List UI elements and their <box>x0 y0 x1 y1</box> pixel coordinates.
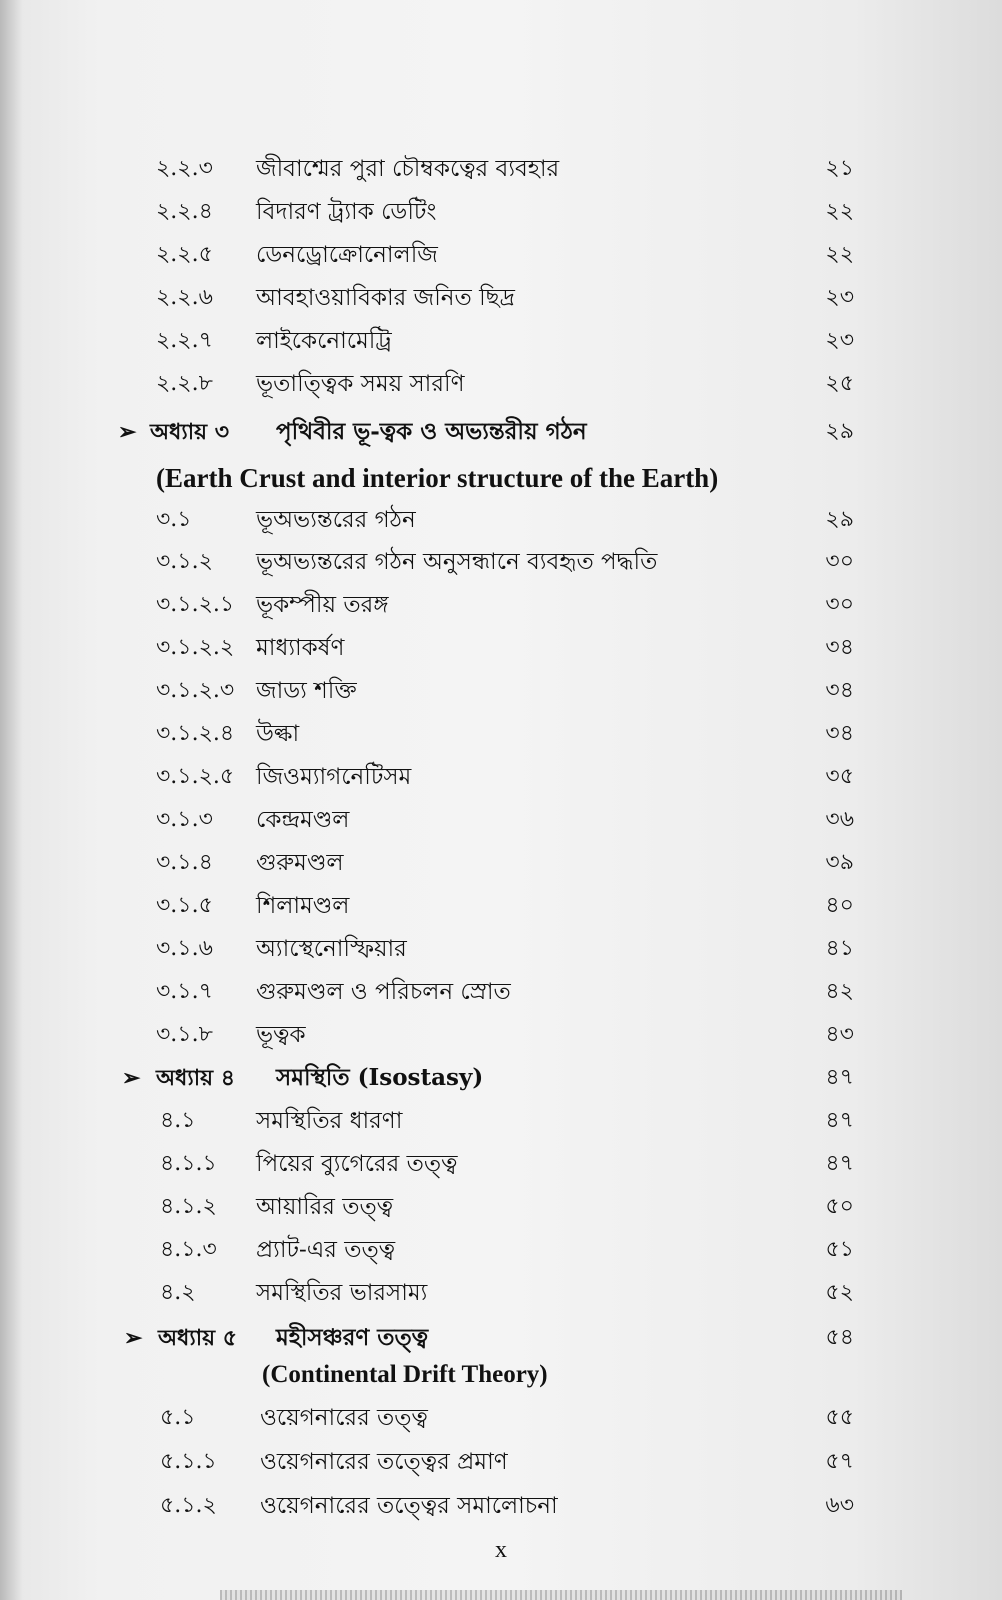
section-number: ২.২.৩ <box>156 156 213 181</box>
section-title: ভূকম্পীয় তরঙ্গ <box>256 592 389 618</box>
page-number: ৩৪ <box>825 721 854 746</box>
page-number: ৩০ <box>825 549 854 574</box>
page-number: ৪০ <box>825 893 854 918</box>
toc-entry <box>0 542 1002 582</box>
toc-entry <box>0 671 1002 711</box>
section-number: ৩.১.৬ <box>156 936 213 961</box>
page-number: ৪১ <box>825 936 854 961</box>
toc-entry <box>0 1101 1002 1141</box>
toc-entry <box>0 235 1002 275</box>
footer-page-number: x <box>495 1537 507 1563</box>
toc-entry <box>0 628 1002 668</box>
section-title: জিওম্যাগনেটিসম <box>256 764 412 790</box>
section-number: ৪.২ <box>160 1280 196 1305</box>
section-title: গুরুমণ্ডল ও পরিচলন স্রোত <box>256 979 511 1005</box>
section-number: ৩.১.২.১ <box>156 592 235 617</box>
section-title: আয়ারির তত্ত্ব <box>256 1194 394 1220</box>
page-number: ৫৫ <box>825 1405 854 1430</box>
section-title: জাড্য শক্তি <box>256 678 357 704</box>
page-number: ২১ <box>825 156 854 181</box>
page-bottom-edge <box>220 1590 902 1600</box>
section-title: ভূতাত্ত্বিক সময় সারণি <box>256 371 465 397</box>
section-number: ২.২.৭ <box>156 328 213 353</box>
section-title: জীবাশ্মের পুরা চৌম্বকত্বের ব্যবহার <box>256 156 560 182</box>
section-number: ৩.১.২ <box>156 549 213 574</box>
section-number: ৩.১.৩ <box>156 807 213 832</box>
toc-entry <box>0 321 1002 361</box>
page-number: ৫০ <box>825 1194 854 1219</box>
page-number: ৪৭ <box>825 1108 854 1133</box>
toc-entry <box>0 1230 1002 1270</box>
chapter-marker-icon: ➢ <box>118 419 137 445</box>
page-number: ২৩ <box>825 328 854 353</box>
toc-entry <box>0 800 1002 840</box>
section-title: সমস্থিতির ভারসাম্য <box>256 1280 428 1306</box>
toc-entry <box>0 972 1002 1012</box>
section-number: ৪.১.৩ <box>160 1237 217 1262</box>
section-title: আবহাওয়াবিকার জনিত ছিদ্র <box>256 285 515 311</box>
toc-entry <box>0 192 1002 232</box>
chapter-heading <box>0 1318 1002 1358</box>
section-number: ৫.১.২ <box>160 1493 217 1518</box>
section-number: ২.২.৪ <box>156 199 213 224</box>
section-number: ৩.১.২.৪ <box>156 721 235 746</box>
toc-entry <box>0 843 1002 883</box>
section-number: ৪.১.১ <box>160 1151 217 1176</box>
section-title: অ্যাস্থেনোস্ফিয়ার <box>256 936 407 962</box>
page-number: ২২ <box>825 199 854 224</box>
page-number: ৬৩ <box>825 1493 854 1518</box>
page-number: ২৩ <box>825 285 854 310</box>
chapter-english-title: (Earth Crust and interior structure of the Earth) <box>156 463 719 493</box>
toc-entry <box>0 364 1002 404</box>
chapter-marker-icon: ➢ <box>122 1065 141 1091</box>
section-number: ৩.১.৮ <box>156 1022 213 1047</box>
toc-entry <box>0 1144 1002 1184</box>
page-number: ৫৭ <box>825 1449 854 1474</box>
toc-entry <box>0 929 1002 969</box>
section-number: ৩.১.৫ <box>156 893 213 918</box>
page-number: ২৯ <box>825 507 854 532</box>
page-number: ২৯ <box>825 419 854 444</box>
section-number: ৫.১ <box>160 1405 196 1430</box>
section-number: ৩.১.৪ <box>156 850 213 875</box>
section-title: গুরুমণ্ডল <box>256 850 344 876</box>
page-number: ৩৬ <box>825 807 854 832</box>
section-number: ৩.১.৭ <box>156 979 213 1004</box>
section-title: ওয়েগনারের তত্ত্বের প্রমাণ <box>260 1449 508 1475</box>
page-number: ৪৩ <box>825 1022 854 1047</box>
toc-entry <box>0 1486 1002 1526</box>
page-number: ৩৯ <box>825 850 854 875</box>
toc-entry <box>0 757 1002 797</box>
section-number: ২.২.৬ <box>156 285 213 310</box>
page-number: ৫১ <box>825 1237 854 1262</box>
toc-entry <box>0 1015 1002 1055</box>
section-title: উল্কা <box>256 721 300 747</box>
section-number: ৩.১ <box>156 507 192 532</box>
toc-entry <box>0 1398 1002 1438</box>
page-number: ৩৪ <box>825 635 854 660</box>
chapter-english-title: (Continental Drift Theory) <box>262 1361 548 1388</box>
section-title: লাইকেনোমেট্রি <box>256 328 392 354</box>
chapter-title: পৃথিবীর ভূ-ত্বক ও অভ্যন্তরীয় গঠন <box>276 418 587 445</box>
page-number: ৩০ <box>825 592 854 617</box>
section-number: ৫.১.১ <box>160 1449 217 1474</box>
toc-entry <box>0 714 1002 754</box>
page-number: ২৫ <box>825 371 854 396</box>
chapter-label: অধ্যায় ৪ <box>156 1065 236 1091</box>
section-number: ৪.১ <box>160 1108 196 1133</box>
section-title: ওয়েগনারের তত্ত্ব <box>260 1405 428 1431</box>
section-number: ৪.১.২ <box>160 1194 217 1219</box>
toc-entry <box>0 1187 1002 1227</box>
chapter-title: মহীসঞ্চরণ তত্ত্ব <box>276 1324 429 1351</box>
section-title: ভূঅভ্যন্তরের গঠন অনুসন্ধানে ব্যবহৃত পদ্ধতি <box>256 549 658 575</box>
section-title: শিলামণ্ডল <box>256 893 350 919</box>
chapter-label: অধ্যায় ৩ <box>150 419 230 445</box>
page-number: ৪৭ <box>825 1151 854 1176</box>
page-number: ৫২ <box>825 1280 854 1305</box>
section-title: ভূত্বক <box>256 1022 306 1048</box>
toc-entry <box>0 500 1002 540</box>
section-title: মাধ্যাকর্ষণ <box>256 635 345 661</box>
section-title: ডেনড্রোক্রোনোলজি <box>256 242 438 268</box>
section-number: ৩.১.২.২ <box>156 635 235 660</box>
toc-entry <box>0 1273 1002 1313</box>
section-title: প্র্যাট-এর তত্ত্ব <box>256 1237 396 1263</box>
page-number: ৩৪ <box>825 678 854 703</box>
section-title: ভূঅভ্যন্তরের গঠন <box>256 507 416 533</box>
chapter-heading <box>0 412 1002 452</box>
section-number: ২.২.৮ <box>156 371 213 396</box>
section-number: ৩.১.২.৩ <box>156 678 235 703</box>
section-number: ৩.১.২.৫ <box>156 764 235 789</box>
page-number: ৫৪ <box>825 1325 854 1350</box>
page-number: ৪৭ <box>825 1065 854 1090</box>
section-title: সমস্থিতির ধারণা <box>256 1108 403 1134</box>
section-title: ওয়েগনারের তত্ত্বের সমালোচনা <box>260 1493 558 1519</box>
section-title: বিদারণ ট্র্যাক ডেটিং <box>256 199 437 225</box>
chapter-heading <box>0 1058 1002 1098</box>
toc-entry <box>0 886 1002 926</box>
toc-entry <box>0 585 1002 625</box>
section-title: কেন্দ্রমণ্ডল <box>256 807 350 833</box>
chapter-marker-icon: ➢ <box>124 1325 143 1351</box>
toc-entry <box>0 149 1002 189</box>
page-number: ২২ <box>825 242 854 267</box>
section-number: ২.২.৫ <box>156 242 213 267</box>
toc-entry <box>0 1442 1002 1482</box>
chapter-title: সমস্থিতি (Isostasy) <box>276 1064 484 1091</box>
page-number: ৩৫ <box>825 764 854 789</box>
page-number: ৪২ <box>825 979 854 1004</box>
toc-entry <box>0 278 1002 318</box>
section-title: পিয়ের ব্যুগেরের তত্ত্ব <box>256 1151 458 1177</box>
chapter-label: অধ্যায় ৫ <box>158 1325 238 1351</box>
